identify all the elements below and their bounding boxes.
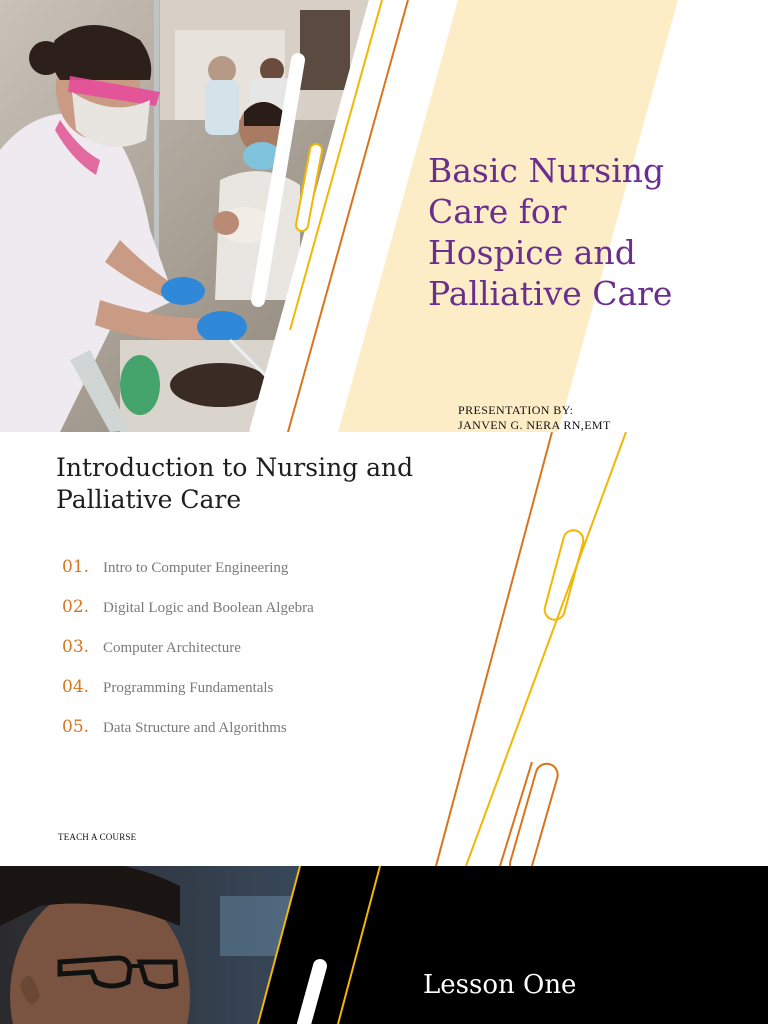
title-line: Care for (428, 192, 567, 231)
agenda-item (62, 637, 442, 677)
presenter-credit (458, 403, 611, 432)
title-slide (0, 0, 768, 432)
agenda-label: Data Structure and Algorithms (103, 720, 287, 736)
decorative-lines (0, 866, 768, 1024)
presenter-label: PRESENTATION BY: (458, 403, 574, 417)
agenda-number: 03. (62, 637, 90, 657)
slide-footer: TEACH A COURSE (58, 832, 137, 842)
slide-title (428, 150, 748, 314)
slide-title: Introduction to Nursing and Palliative Care (56, 453, 414, 514)
presenter-name: JANVEN G. NERA RN,EMT (458, 418, 611, 432)
lesson-title: Lesson One (423, 970, 577, 1000)
agenda-label: Intro to Computer Engineering (103, 560, 289, 576)
agenda-number: 01. (62, 557, 90, 577)
title-line: Hospice and (428, 233, 636, 272)
agenda-item (62, 677, 442, 717)
agenda-number: 05. (62, 717, 90, 737)
lesson-slide (0, 866, 768, 1024)
agenda-number: 04. (62, 677, 90, 697)
agenda-slide (0, 432, 768, 866)
agenda-number: 02. (62, 597, 90, 617)
agenda-item (62, 717, 442, 757)
agenda-list (62, 557, 442, 757)
title-line: Palliative Care (428, 274, 673, 313)
agenda-label: Digital Logic and Boolean Algebra (103, 600, 314, 616)
agenda-label: Programming Fundamentals (103, 680, 274, 696)
agenda-label: Computer Architecture (103, 640, 241, 656)
title-line: Basic Nursing (428, 151, 665, 190)
agenda-item (62, 597, 442, 637)
agenda-item (62, 557, 442, 597)
